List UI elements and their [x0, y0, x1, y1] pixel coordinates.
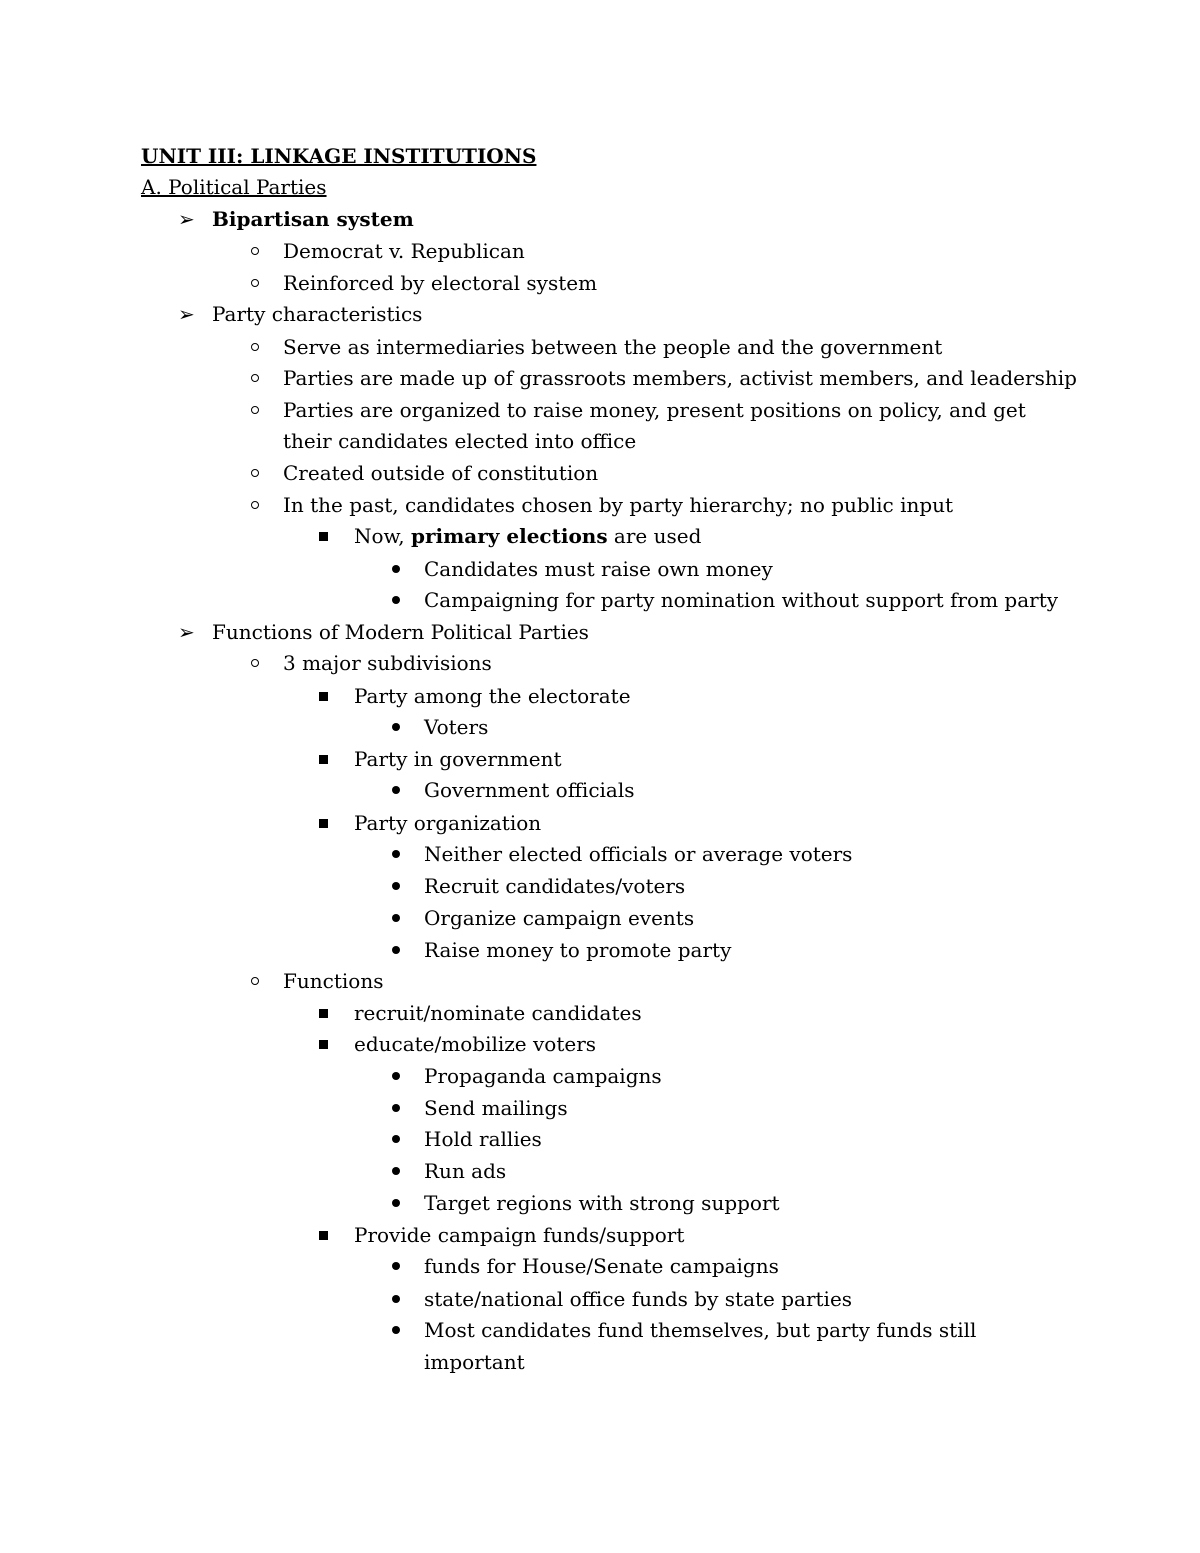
arrow-bullet-icon: ➢	[178, 302, 195, 326]
disc-bullet-icon	[392, 786, 400, 794]
circle-bullet-icon	[251, 406, 259, 414]
square-bullet-icon	[319, 819, 328, 828]
circle-bullet-icon	[251, 977, 259, 985]
disc-bullet-icon	[392, 1104, 400, 1112]
circle-bullet-icon	[251, 374, 259, 382]
outline-text: Most candidates fund themselves, but party funds still	[424, 1318, 977, 1342]
outline-text	[354, 523, 701, 549]
outline-text: Democrat v. Republican	[283, 239, 525, 263]
outline-text: their candidates elected into office	[283, 429, 637, 453]
outline-text: Parties are organized to raise money, present positions on policy, and get	[283, 398, 1026, 422]
outline-text: state/national office funds by state parties	[424, 1287, 853, 1311]
outline-text: Party in government	[354, 747, 562, 771]
disc-bullet-icon	[392, 723, 400, 731]
disc-bullet-icon	[392, 882, 400, 890]
outline-text: Created outside of constitution	[283, 461, 599, 485]
outline-text: Functions of Modern Political Parties	[212, 620, 589, 644]
outline-text: Government officials	[424, 778, 635, 802]
outline-text: In the past, candidates chosen by party hierarchy; no public input	[283, 493, 954, 517]
disc-bullet-icon	[392, 1295, 400, 1303]
outline-text: Bipartisan system	[212, 207, 414, 231]
circle-bullet-icon	[251, 469, 259, 477]
arrow-bullet-icon: ➢	[178, 207, 195, 231]
disc-bullet-icon	[392, 1262, 400, 1270]
square-bullet-icon	[319, 1231, 328, 1240]
outline-text: Candidates must raise own money	[424, 557, 773, 581]
now-prefix: Now,	[354, 524, 412, 548]
section-heading: A. Political Parties	[141, 175, 327, 199]
outline-text: funds for House/Senate campaigns	[424, 1254, 779, 1278]
square-bullet-icon	[319, 1009, 328, 1018]
outline-text: Hold rallies	[424, 1127, 542, 1151]
square-bullet-icon	[319, 1040, 328, 1049]
disc-bullet-icon	[392, 1326, 400, 1334]
circle-bullet-icon	[251, 501, 259, 509]
outline-text: Party organization	[354, 811, 542, 835]
square-bullet-icon	[319, 755, 328, 764]
disc-bullet-icon	[392, 596, 400, 604]
square-bullet-icon	[319, 532, 328, 541]
circle-bullet-icon	[251, 279, 259, 287]
outline-text: educate/mobilize voters	[354, 1032, 597, 1056]
disc-bullet-icon	[392, 1072, 400, 1080]
arrow-bullet-icon: ➢	[178, 620, 195, 644]
outline-text: Campaigning for party nomination without support from party	[424, 588, 1059, 612]
outline-text: Voters	[424, 715, 489, 739]
disc-bullet-icon	[392, 1199, 400, 1207]
outline-text: Target regions with strong support	[424, 1191, 780, 1215]
outline-text: 3 major subdivisions	[283, 651, 492, 675]
outline-text: Raise money to promote party	[424, 938, 732, 962]
now-suffix: are used	[607, 524, 702, 548]
disc-bullet-icon	[392, 1135, 400, 1143]
outline-text: Serve as intermediaries between the people and the government	[283, 335, 943, 359]
now-bold: primary elections	[411, 524, 608, 548]
outline-text: recruit/nominate candidates	[354, 1001, 642, 1025]
disc-bullet-icon	[392, 946, 400, 954]
disc-bullet-icon	[392, 914, 400, 922]
disc-bullet-icon	[392, 565, 400, 573]
disc-bullet-icon	[392, 1167, 400, 1175]
outline-text: Recruit candidates/voters	[424, 874, 686, 898]
circle-bullet-icon	[251, 343, 259, 351]
outline-text: important	[424, 1350, 525, 1374]
outline-text: Neither elected officials or average voters	[424, 842, 853, 866]
outline-text: Party among the electorate	[354, 684, 631, 708]
outline-text: Party characteristics	[212, 302, 423, 326]
outline-text: Send mailings	[424, 1096, 568, 1120]
document-title: UNIT III: LINKAGE INSTITUTIONS	[141, 144, 537, 168]
circle-bullet-icon	[251, 247, 259, 255]
outline-text: Run ads	[424, 1159, 507, 1183]
circle-bullet-icon	[251, 659, 259, 667]
outline-text: Provide campaign funds/support	[354, 1223, 685, 1247]
outline-text: Reinforced by electoral system	[283, 271, 598, 295]
outline-text: Propaganda campaigns	[424, 1064, 662, 1088]
outline-text: Functions	[283, 969, 384, 993]
outline-text: Organize campaign events	[424, 906, 695, 930]
disc-bullet-icon	[392, 850, 400, 858]
square-bullet-icon	[319, 692, 328, 701]
outline-text: Parties are made up of grassroots members, activist members, and leadership	[283, 366, 1077, 390]
